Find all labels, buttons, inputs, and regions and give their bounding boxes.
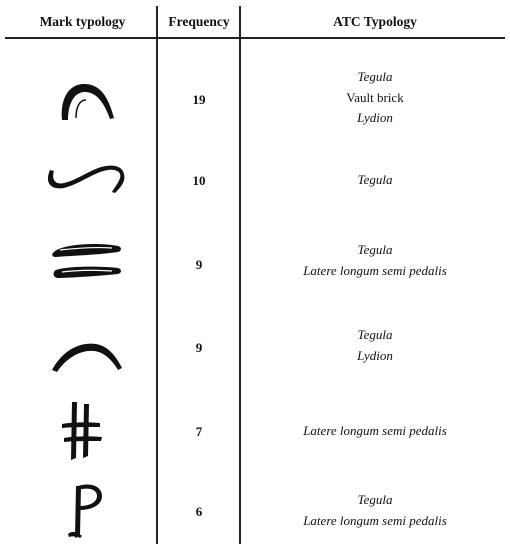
atc-cell [240, 421, 510, 442]
p-mark-icon [38, 478, 128, 542]
atc-entry: Tegula [357, 172, 393, 187]
column-divider [156, 6, 158, 544]
arch-mark-icon [38, 70, 128, 130]
frequency-value: 9 [195, 340, 203, 355]
atc-cell [240, 170, 510, 191]
header-divider [5, 37, 505, 39]
atc-cell [240, 67, 510, 129]
hash-mark-icon [38, 398, 128, 462]
atc-cell [240, 490, 510, 531]
atc-entry: Tegula [357, 69, 393, 84]
atc-entry: Latere longum semi pedalis [303, 262, 447, 278]
s-wave-mark-icon [38, 150, 128, 210]
frequency-value: 10 [192, 173, 206, 188]
header-atc-typology: ATC Typology [333, 14, 417, 29]
frequency-value: 19 [192, 92, 206, 107]
atc-entry: Lydion [357, 347, 393, 363]
atc-entry: Tegula [357, 492, 393, 507]
atc-entry: Tegula [357, 242, 393, 257]
header-mark-typology: Mark typology [39, 14, 126, 29]
atc-entry: Lydion [357, 110, 393, 125]
atc-entry: Vault brick [346, 89, 404, 105]
frequency-value: 7 [195, 424, 203, 439]
atc-cell [240, 240, 510, 281]
atc-entry: Latere longum semi pedalis [303, 512, 447, 528]
frequency-value: 6 [195, 504, 203, 519]
atc-cell [240, 325, 510, 366]
flat-arch-mark-icon [38, 324, 128, 384]
atc-entry: Tegula [357, 327, 393, 342]
atc-entry: Latere longum semi pedalis [303, 423, 447, 438]
double-bar-mark-icon [38, 230, 128, 290]
frequency-value: 9 [195, 257, 203, 272]
header-frequency: Frequency [168, 14, 230, 29]
